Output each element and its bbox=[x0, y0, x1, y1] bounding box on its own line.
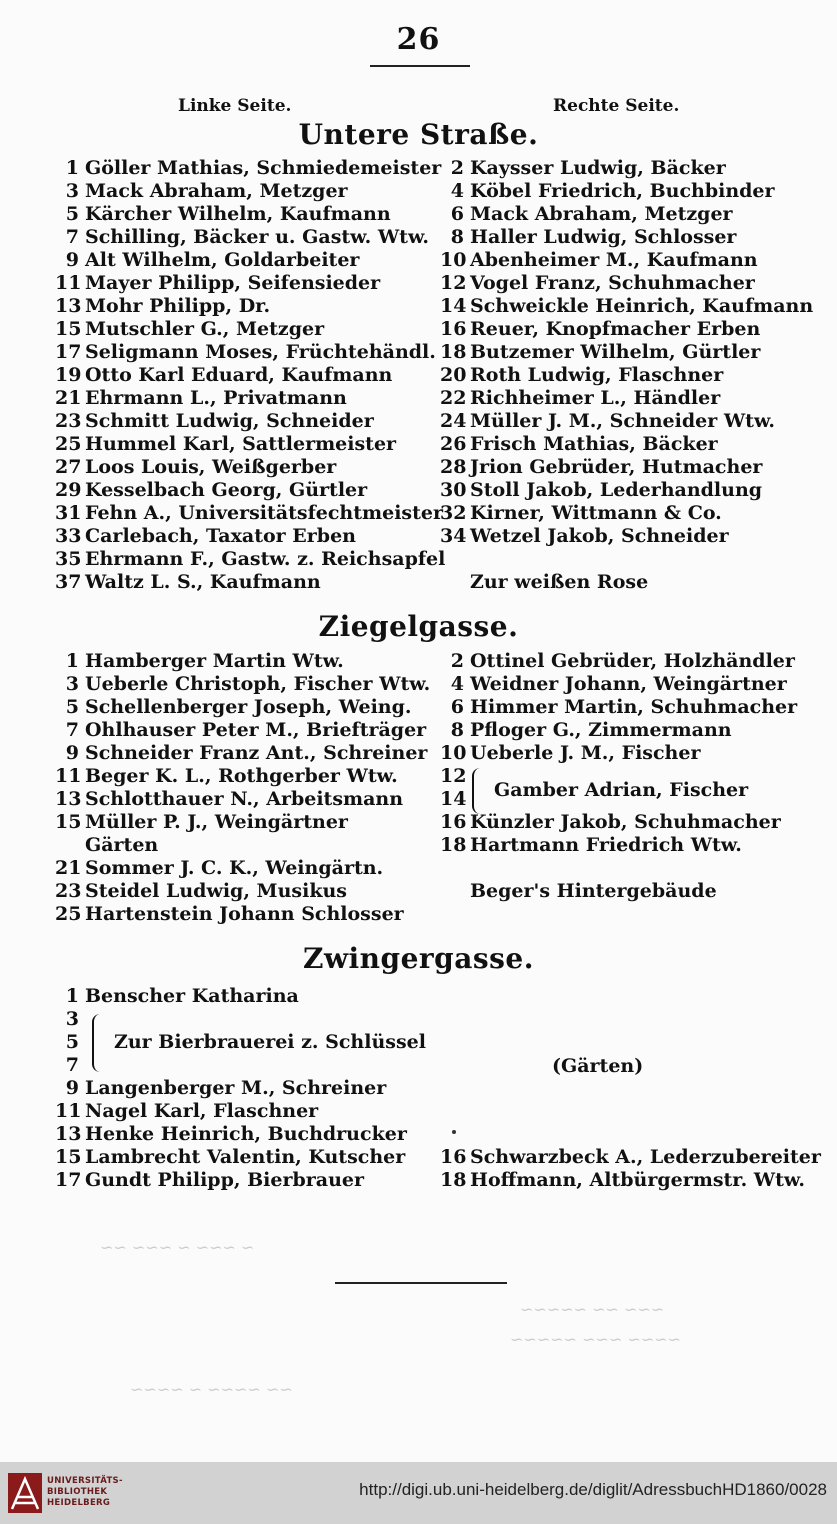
address-entry bbox=[55, 742, 427, 765]
address-entry bbox=[440, 765, 470, 788]
resident-name: Hoffmann, Altbürgermstr. Wtw. bbox=[470, 1169, 805, 1191]
house-number: 17 bbox=[55, 1169, 82, 1191]
address-entry bbox=[55, 548, 445, 571]
bleed-through-text: ~~~~ ~~~ ~~~~~ bbox=[510, 1330, 682, 1349]
address-entry bbox=[440, 180, 775, 203]
resident-name: Köbel Friedrich, Buchbinder bbox=[470, 180, 775, 202]
right-side-label: Rechte Seite. bbox=[553, 96, 680, 116]
page-number-rule bbox=[370, 65, 470, 67]
address-entry bbox=[55, 857, 383, 880]
resident-name: Richheimer L., Händler bbox=[470, 387, 721, 409]
address-entry bbox=[55, 433, 396, 456]
address-entry bbox=[440, 742, 700, 765]
house-number: 3 bbox=[65, 673, 79, 695]
resident-name: Lambrecht Valentin, Kutscher bbox=[85, 1146, 406, 1168]
resident-name: Zur weißen Rose bbox=[470, 571, 649, 593]
house-number: 1 bbox=[65, 157, 79, 179]
resident-name: Fehn A., Universitätsfechtmeister bbox=[85, 502, 443, 524]
house-number: 5 bbox=[65, 696, 79, 718]
resident-name: Ottinel Gebrüder, Holzhändler bbox=[470, 650, 795, 672]
house-number: 13 bbox=[55, 295, 82, 317]
house-number: 17 bbox=[55, 341, 82, 363]
resident-name: Pfloger G., Zimmermann bbox=[470, 719, 732, 741]
address-entry bbox=[55, 1123, 407, 1146]
ink-speck bbox=[452, 1130, 456, 1134]
house-number: 23 bbox=[55, 880, 82, 902]
house-number: 9 bbox=[65, 742, 79, 764]
house-number: 25 bbox=[55, 433, 82, 455]
address-entry bbox=[55, 903, 404, 926]
house-number: 3 bbox=[65, 180, 79, 202]
house-number: 21 bbox=[55, 387, 82, 409]
address-entry bbox=[440, 571, 648, 594]
address-entry bbox=[440, 479, 762, 502]
house-number: 22 bbox=[440, 387, 467, 409]
house-number: 16 bbox=[440, 318, 467, 340]
resident-name: Gundt Philipp, Bierbrauer bbox=[85, 1169, 364, 1191]
house-number: 15 bbox=[55, 811, 82, 833]
address-entry bbox=[55, 249, 359, 272]
resident-name: Kärcher Wilhelm, Kaufmann bbox=[85, 203, 391, 225]
address-entry bbox=[55, 341, 436, 364]
library-logo-icon bbox=[8, 1473, 42, 1513]
left-side-label: Linke Seite. bbox=[178, 96, 292, 116]
house-number: 1 bbox=[65, 985, 79, 1007]
resident-name: Stoll Jakob, Lederhandlung bbox=[470, 479, 763, 501]
address-entry bbox=[55, 1146, 405, 1169]
address-entry bbox=[55, 295, 270, 318]
address-entry bbox=[440, 834, 742, 857]
address-entry bbox=[55, 1100, 318, 1123]
address-entry bbox=[440, 295, 813, 318]
address-entry bbox=[440, 525, 729, 548]
address-entry bbox=[440, 1146, 821, 1169]
brace-12-14 bbox=[472, 768, 480, 814]
address-entry bbox=[55, 985, 299, 1008]
address-entry bbox=[440, 203, 733, 226]
address-entry bbox=[440, 673, 787, 696]
address-entry bbox=[55, 765, 398, 788]
address-entry bbox=[440, 650, 795, 673]
resident-name: Seligmann Moses, Früchtehändl. bbox=[85, 341, 436, 363]
house-number: 31 bbox=[55, 502, 82, 524]
house-number: 8 bbox=[450, 719, 464, 741]
address-entry bbox=[55, 719, 426, 742]
house-number: 11 bbox=[55, 1100, 82, 1122]
resident-name: Ehrmann F., Gastw. z. Reichsapfel bbox=[85, 548, 446, 570]
resident-name: Schilling, Bäcker u. Gastw. Wtw. bbox=[85, 226, 430, 248]
house-number: 12 bbox=[440, 272, 467, 294]
resident-name: Schneider Franz Ant., Schreiner bbox=[85, 742, 428, 764]
house-number: 26 bbox=[440, 433, 467, 455]
house-number: 13 bbox=[55, 1123, 82, 1145]
address-entry bbox=[55, 318, 324, 341]
address-entry bbox=[440, 249, 758, 272]
resident-name: Hummel Karl, Sattlermeister bbox=[85, 433, 397, 455]
resident-name: Kesselbach Georg, Gürtler bbox=[85, 479, 368, 501]
address-entry bbox=[55, 525, 356, 548]
address-entry bbox=[440, 719, 732, 742]
address-entry bbox=[440, 272, 755, 295]
address-entry bbox=[55, 203, 391, 226]
house-number: 23 bbox=[55, 410, 82, 432]
page-number: 26 bbox=[396, 22, 441, 57]
address-entry bbox=[440, 456, 762, 479]
address-entry bbox=[440, 548, 470, 571]
bleed-through-text: ~ ~~~ ~ ~~~ ~~ bbox=[100, 1238, 255, 1257]
brace-num-3: 3 bbox=[65, 1008, 79, 1030]
house-number: 21 bbox=[55, 857, 82, 879]
resident-name: Beger K. L., Rothgerber Wtw. bbox=[85, 765, 398, 787]
address-entry bbox=[55, 387, 347, 410]
house-number: 15 bbox=[55, 1146, 82, 1168]
house-number: 9 bbox=[65, 249, 79, 271]
address-entry bbox=[55, 1169, 364, 1192]
resident-name: Weidner Johann, Weingärtner bbox=[470, 673, 787, 695]
section-title-zwingergasse: Zwingergasse. bbox=[303, 942, 534, 975]
resident-name: Mack Abraham, Metzger bbox=[85, 180, 348, 202]
address-entry bbox=[55, 456, 336, 479]
house-number: 11 bbox=[55, 765, 82, 787]
house-number: 37 bbox=[55, 571, 82, 593]
address-entry bbox=[440, 811, 781, 834]
house-number: 25 bbox=[55, 903, 82, 925]
resident-name: Steidel Ludwig, Musikus bbox=[85, 880, 347, 902]
house-number: 4 bbox=[450, 673, 464, 695]
resident-name: Göller Mathias, Schmiedemeister bbox=[85, 157, 442, 179]
address-entry bbox=[55, 571, 321, 594]
address-entry bbox=[440, 880, 717, 903]
resident-name: Gärten bbox=[85, 834, 159, 856]
address-entry bbox=[55, 1077, 386, 1100]
house-number: 6 bbox=[450, 696, 464, 718]
resident-name: Schellenberger Joseph, Weing. bbox=[85, 696, 412, 718]
address-entry bbox=[440, 857, 470, 880]
house-number: 18 bbox=[440, 834, 467, 856]
house-number: 9 bbox=[65, 1077, 79, 1099]
library-footer bbox=[0, 1462, 837, 1524]
house-number: 7 bbox=[65, 226, 79, 248]
brace-num-5: 5 bbox=[65, 1031, 79, 1053]
address-entry bbox=[55, 410, 374, 433]
house-number: 2 bbox=[450, 650, 464, 672]
house-number: 2 bbox=[450, 157, 464, 179]
section-title-untere-strasse: Untere Straße. bbox=[298, 118, 539, 151]
address-entry bbox=[55, 364, 392, 387]
resident-name: Abenheimer M., Kaufmann bbox=[470, 249, 758, 271]
house-number: 35 bbox=[55, 548, 82, 570]
address-entry bbox=[55, 180, 348, 203]
resident-name: Ueberle Christoph, Fischer Wtw. bbox=[85, 673, 431, 695]
source-url[interactable]: http://digi.ub.uni-heidelberg.de/diglit/AdressbuchHD1860/0028 bbox=[359, 1480, 827, 1499]
address-entry bbox=[55, 479, 367, 502]
library-name-line: HEIDELBERG bbox=[47, 1498, 111, 1508]
house-number: 16 bbox=[440, 1146, 467, 1168]
address-entry bbox=[440, 502, 722, 525]
house-number: 11 bbox=[55, 272, 82, 294]
address-entry bbox=[55, 226, 429, 249]
library-name-line: UNIVERSITÄTS- bbox=[47, 1476, 123, 1486]
address-entry bbox=[55, 272, 380, 295]
house-number: 18 bbox=[440, 341, 467, 363]
house-number: 29 bbox=[55, 479, 82, 501]
library-name bbox=[47, 1476, 123, 1509]
address-entry bbox=[55, 502, 443, 525]
resident-name: Kaysser Ludwig, Bäcker bbox=[470, 157, 726, 179]
bottom-rule bbox=[335, 1282, 507, 1284]
resident-name: Müller J. M., Schneider Wtw. bbox=[470, 410, 776, 432]
resident-name: Waltz L. S., Kaufmann bbox=[85, 571, 321, 593]
address-entry bbox=[440, 318, 760, 341]
house-number: 16 bbox=[440, 811, 467, 833]
house-number: 33 bbox=[55, 525, 82, 547]
resident-name: Otto Karl Eduard, Kaufmann bbox=[85, 364, 393, 386]
house-number: 18 bbox=[440, 1169, 467, 1191]
bleed-through-text: ~~ ~~~~ ~ ~~~~ bbox=[130, 1380, 293, 1399]
address-entry bbox=[440, 1169, 805, 1192]
address-entry bbox=[440, 788, 470, 811]
resident-name: Butzemer Wilhelm, Gürtler bbox=[470, 341, 761, 363]
resident-name: Hartmann Friedrich Wtw. bbox=[470, 834, 742, 856]
house-number: 1 bbox=[65, 650, 79, 672]
resident-name: Ueberle J. M., Fischer bbox=[470, 742, 701, 764]
resident-name: Alt Wilhelm, Goldarbeiter bbox=[85, 249, 360, 271]
resident-name: Ehrmann L., Privatmann bbox=[85, 387, 347, 409]
resident-name: Schweickle Heinrich, Kaufmann bbox=[470, 295, 814, 317]
address-entry bbox=[55, 880, 347, 903]
resident-name: Hamberger Martin Wtw. bbox=[85, 650, 344, 672]
library-name-line: BIBLIOTHEK bbox=[47, 1487, 108, 1497]
house-number: 5 bbox=[65, 203, 79, 225]
address-entry bbox=[55, 673, 430, 696]
resident-name: Hartenstein Johann Schlosser bbox=[85, 903, 404, 925]
resident-name: Sommer J. C. K., Weingärtn. bbox=[85, 857, 384, 879]
resident-name: Jrion Gebrüder, Hutmacher bbox=[470, 456, 763, 478]
brace-num-7: 7 bbox=[65, 1054, 79, 1076]
house-number: 34 bbox=[440, 525, 467, 547]
house-number: 8 bbox=[450, 226, 464, 248]
address-entry bbox=[440, 157, 726, 180]
house-number: 15 bbox=[55, 318, 82, 340]
house-number: 4 bbox=[450, 180, 464, 202]
resident-name: Mack Abraham, Metzger bbox=[470, 203, 733, 225]
resident-name: Loos Louis, Weißgerber bbox=[85, 456, 337, 478]
resident-name: Mutschler G., Metzger bbox=[85, 318, 325, 340]
house-number: 14 bbox=[440, 788, 467, 810]
resident-name: Vogel Franz, Schuhmacher bbox=[470, 272, 755, 294]
address-entry bbox=[55, 811, 348, 834]
resident-name: Schmitt Ludwig, Schneider bbox=[85, 410, 374, 432]
house-number: 14 bbox=[440, 295, 467, 317]
house-number: 10 bbox=[440, 742, 467, 764]
address-entry bbox=[440, 696, 797, 719]
address-entry bbox=[440, 364, 723, 387]
house-number: 10 bbox=[440, 249, 467, 271]
house-number: 13 bbox=[55, 788, 82, 810]
bleed-through-text: ~~~ ~~ ~~~~~ bbox=[520, 1300, 665, 1319]
house-number: 30 bbox=[440, 479, 467, 501]
resident-name: Müller P. J., Weingärtner bbox=[85, 811, 348, 833]
house-number: 19 bbox=[55, 364, 82, 386]
house-number: 32 bbox=[440, 502, 467, 524]
house-number: 24 bbox=[440, 410, 467, 432]
resident-name: Himmer Martin, Schuhmacher bbox=[470, 696, 798, 718]
resident-name: Wetzel Jakob, Schneider bbox=[470, 525, 729, 547]
house-number: 12 bbox=[440, 765, 467, 787]
address-entry bbox=[55, 788, 403, 811]
resident-name: Künzler Jakob, Schuhmacher bbox=[470, 811, 781, 833]
brace-text-bierbrauerei: Zur Bierbrauerei z. Schlüssel bbox=[114, 1031, 426, 1053]
house-number: 20 bbox=[440, 364, 467, 386]
resident-name: Henke Heinrich, Buchdrucker bbox=[85, 1123, 407, 1145]
resident-name: Schlotthauer N., Arbeitsmann bbox=[85, 788, 404, 810]
resident-name: Mayer Philipp, Seifensieder bbox=[85, 272, 381, 294]
resident-name: Kirner, Wittmann & Co. bbox=[470, 502, 722, 524]
resident-name: Benscher Katharina bbox=[85, 985, 299, 1007]
resident-name: Schwarzbeck A., Lederzubereiter bbox=[470, 1146, 821, 1168]
resident-name: Carlebach, Taxator Erben bbox=[85, 525, 356, 547]
section-title-ziegelgasse: Ziegelgasse. bbox=[318, 610, 519, 643]
resident-name: Ohlhauser Peter M., Briefträger bbox=[85, 719, 427, 741]
address-entry bbox=[440, 410, 775, 433]
resident-name: Beger's Hintergebäude bbox=[470, 880, 717, 902]
address-entry bbox=[55, 834, 158, 857]
house-number: 28 bbox=[440, 456, 467, 478]
address-entry bbox=[55, 157, 441, 180]
brace-text-gamber: Gamber Adrian, Fischer bbox=[494, 779, 749, 801]
resident-name: Mohr Philipp, Dr. bbox=[85, 295, 271, 317]
resident-name: Langenberger M., Schreiner bbox=[85, 1077, 387, 1099]
address-entry bbox=[55, 696, 412, 719]
house-number: 6 bbox=[450, 203, 464, 225]
address-entry bbox=[440, 433, 718, 456]
address-entry bbox=[440, 341, 760, 364]
resident-name: Roth Ludwig, Flaschner bbox=[470, 364, 724, 386]
resident-name: Nagel Karl, Flaschner bbox=[85, 1100, 319, 1122]
address-entry bbox=[55, 650, 344, 673]
resident-name: Haller Ludwig, Schlosser bbox=[470, 226, 737, 248]
house-number: 27 bbox=[55, 456, 82, 478]
resident-name: Frisch Mathias, Bäcker bbox=[470, 433, 718, 455]
note-gaerten: (Gärten) bbox=[552, 1055, 644, 1077]
resident-name: Reuer, Knopfmacher Erben bbox=[470, 318, 761, 340]
brace-3-7 bbox=[92, 1014, 100, 1072]
address-entry bbox=[440, 226, 736, 249]
address-entry bbox=[440, 387, 720, 410]
house-number: 7 bbox=[65, 719, 79, 741]
